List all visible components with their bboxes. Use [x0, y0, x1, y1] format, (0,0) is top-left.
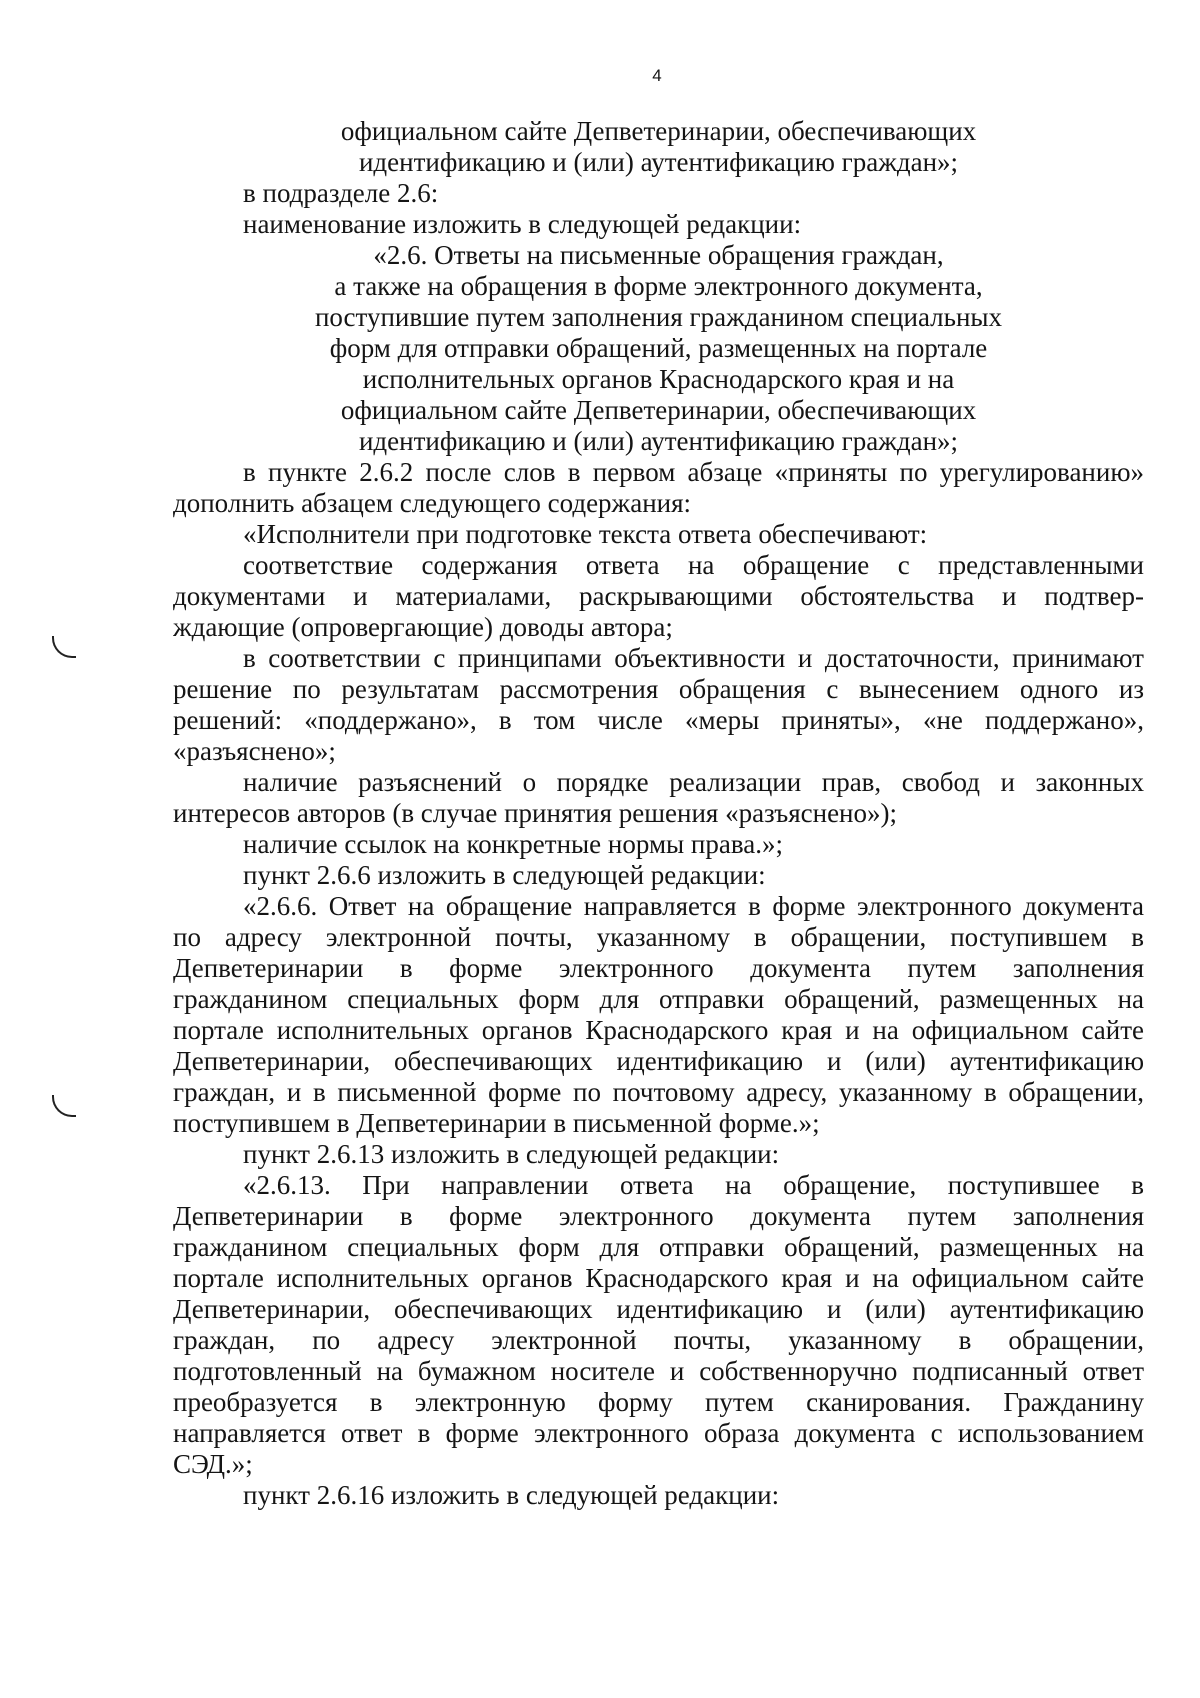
text-line: граждан, и в письменной форме по почтовому адресу, указанному в обращении,: [173, 1077, 1144, 1107]
text-line: по адресу электронной почты, указанному в обращении, поступившем в: [173, 922, 1144, 952]
text-line: пункт 2.6.13 изложить в следующей редакции:: [243, 1139, 780, 1169]
section-heading-line: исполнительных органов Краснодарского края и на: [362, 364, 955, 394]
text-line: идентификацию и (или) аутентификацию граждан»;: [358, 147, 959, 177]
text-line: решение по результатам рассмотрения обращения с вынесением одного из: [173, 674, 1144, 704]
text-line: в соответствии с принципами объективности и достаточности, принимают: [243, 643, 1144, 673]
text-line: Депветеринарии в форме электронного документа путем заполнения: [173, 1201, 1144, 1231]
text-line: гражданином специальных форм для отправки обращений, размещенных на: [173, 1232, 1144, 1262]
text-line: направляется ответ в форме электронного образа документа с использованием: [173, 1418, 1144, 1448]
text-line: ждающие (опровергающие) доводы автора;: [173, 612, 673, 642]
text-line: поступившем в Депветеринарии в письменной форме.»;: [173, 1108, 820, 1138]
text-line: портале исполнительных органов Краснодарского края и на официальном сайте: [173, 1015, 1144, 1045]
section-heading-line: а также на обращения в форме электронного документа,: [334, 271, 983, 301]
page-number: 4: [652, 66, 662, 85]
text-line: граждан, по адресу электронной почты, указанному в обращении,: [173, 1325, 1144, 1355]
text-line: дополнить абзацем следующего содержания:: [173, 488, 692, 518]
text-line: гражданином специальных форм для отправки обращений, размещенных на: [173, 984, 1144, 1014]
text-line: Депветеринарии, обеспечивающих идентификацию и (или) аутентификацию: [173, 1046, 1144, 1076]
text-line: «Исполнители при подготовке текста ответа обеспечивают:: [243, 519, 928, 549]
text-line: портале исполнительных органов Краснодарского края и на официальном сайте: [173, 1263, 1144, 1293]
text-line: пункт 2.6.16 изложить в следующей редакции:: [243, 1480, 780, 1510]
section-heading-line: форм для отправки обращений, размещенных на портале: [329, 333, 988, 363]
text-line: преобразуется в электронную форму путем сканирования. Гражданину: [173, 1387, 1144, 1417]
text-line: Депветеринарии в форме электронного документа путем заполнения: [173, 953, 1144, 983]
text-line: наличие ссылок на конкретные нормы права.»;: [243, 829, 783, 859]
text-line: наименование изложить в следующей редакции:: [243, 209, 802, 239]
text-line: соответствие содержания ответа на обращение с представленными: [243, 550, 1144, 580]
binder-hole-mark: [52, 636, 76, 658]
text-line: пункт 2.6.6 изложить в следующей редакции:: [243, 860, 766, 890]
section-heading-line: поступившие путем заполнения гражданином специальных: [314, 302, 1003, 332]
text-line: «2.6.13. При направлении ответа на обращение, поступившее в: [243, 1170, 1144, 1200]
document-body: [173, 116, 1144, 1511]
text-line: Депветеринарии, обеспечивающих идентификацию и (или) аутентификацию: [173, 1294, 1144, 1324]
section-heading-line: официальном сайте Депветеринарии, обеспечивающих: [340, 395, 977, 425]
section-heading-line: идентификацию и (или) аутентификацию граждан»;: [358, 426, 959, 456]
text-line: интересов авторов (в случае принятия решения «разъяснено»);: [173, 798, 898, 828]
text-line: СЭД.»;: [173, 1449, 253, 1479]
text-line: подготовленный на бумажном носителе и собственноручно подписанный ответ: [173, 1356, 1144, 1386]
text-line: официальном сайте Депветеринарии, обеспечивающих: [340, 116, 977, 146]
text-line: в пункте 2.6.2 после слов в первом абзаце «приняты по урегулированию»: [243, 457, 1144, 487]
binder-hole-mark: [52, 1095, 76, 1117]
text-line: «разъяснено»;: [173, 736, 336, 766]
section-heading-line: «2.6. Ответы на письменные обращения граждан,: [373, 240, 944, 270]
text-line: решений: «поддержано», в том числе «меры приняты», «не поддержано»,: [173, 705, 1144, 735]
text-line: «2.6.6. Ответ на обращение направляется в форме электронного документа: [243, 891, 1144, 921]
text-line: наличие разъяснений о порядке реализации прав, свобод и законных: [243, 767, 1144, 797]
text-line: документами и материалами, раскрывающими обстоятельства и подтвер-: [173, 581, 1144, 611]
text-line: в подразделе 2.6:: [243, 178, 439, 208]
